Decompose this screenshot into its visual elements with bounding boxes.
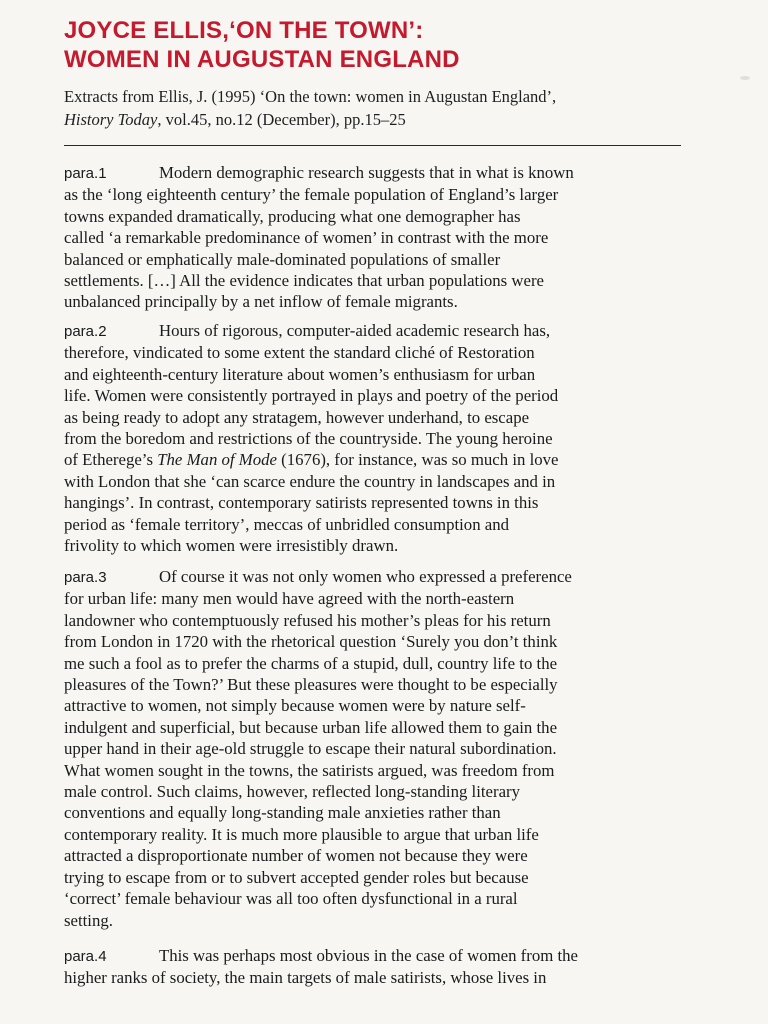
paragraph-line: para.3 Of course it was not only women who expressed a preference: [64, 566, 684, 588]
paragraph-line: contemporary reality. It is much more plausible to argue that urban life: [64, 824, 539, 844]
paragraph-line: from the boredom and restrictions of the countryside. The young heroine: [64, 429, 553, 449]
divider-rule: [64, 145, 681, 146]
article-title: [64, 16, 724, 74]
paragraph-line: period as ‘female territory’, meccas of unbridled consumption and: [64, 514, 510, 534]
paragraph-line: and eighteenth-century literature about women’s enthusiasm for urban: [64, 364, 536, 384]
paragraph-line: attracted a disproportionate number of women not because they were: [64, 846, 528, 866]
title-line-2: WOMEN IN AUGUSTAN ENGLAND: [64, 46, 460, 73]
paragraph-label: para.2: [64, 323, 107, 340]
source-line-1: Extracts from Ellis, J. (1995) ‘On the town: women in Augustan England’,: [64, 87, 557, 106]
paragraph-1: [64, 162, 684, 313]
play-title: The Man of Mode: [157, 450, 277, 470]
paragraph-line: frivolity to which women were irresistibly drawn.: [64, 536, 399, 556]
paragraph-line: for urban life: many men would have agreed with the north-eastern: [64, 589, 515, 609]
paragraph-line: with London that she ‘can scarce endure the country in landscapes and in: [64, 471, 556, 491]
paragraph-line: therefore, vindicated to some extent the standard cliché of Restoration: [64, 343, 535, 363]
paragraph-line: setting.: [64, 910, 113, 930]
paragraph-label: para.4: [64, 948, 107, 965]
paragraph-line: called ‘a remarkable predominance of women’ in contrast with the more: [64, 228, 549, 248]
paragraph-line: landowner who contemptuously refused his mother’s pleas for his return: [64, 610, 551, 630]
journal-name: History Today: [64, 110, 158, 129]
paragraph-line: male control. Such claims, however, reflected long-standing literary: [64, 782, 520, 802]
paragraph-line: indulgent and superficial, but because urban life allowed them to gain the: [64, 717, 558, 737]
paragraph-line: para.2 Hours of rigorous, computer-aided academic research has,: [64, 320, 684, 342]
paper-mark: [740, 76, 750, 80]
paragraph-4: [64, 945, 684, 989]
paragraph-line: para.4 This was perhaps most obvious in the case of women from the: [64, 945, 684, 967]
paragraph-line: upper hand in their age-old struggle to escape their natural subordination.: [64, 739, 557, 759]
source-citation: [64, 85, 704, 131]
paragraph-line: me such a fool as to prefer the charms of a stupid, dull, country life to the: [64, 653, 558, 673]
source-details: , vol.45, no.12 (December), pp.15–25: [157, 110, 406, 129]
paragraph-3: [64, 566, 684, 931]
paragraph-line: pleasures of the Town?’ But these pleasures were thought to be especially: [64, 675, 558, 695]
paragraph-2: [64, 320, 684, 556]
paragraph-line: as being ready to adopt any stratagem, however underhand, to escape: [64, 407, 530, 427]
paragraph-line: as the ‘long eighteenth century’ the female population of England’s larger: [64, 185, 559, 205]
paragraph-line: conventions and equally long-standing male anxieties rather than: [64, 803, 501, 823]
paragraph-label: para.1: [64, 165, 107, 182]
paragraph-line: balanced or emphatically male-dominated populations of smaller: [64, 249, 501, 269]
source-line-2: [64, 108, 704, 131]
paragraph-line: unbalanced principally by a net inflow of female migrants.: [64, 292, 458, 312]
paragraph-line: life. Women were consistently portrayed in plays and poetry of the period: [64, 386, 559, 406]
paragraph-line: hangings’. In contrast, contemporary satirists represented towns in this: [64, 493, 539, 513]
paragraph-line: higher ranks of society, the main targets of male satirists, whose lives in: [64, 968, 547, 988]
paragraph-line: para.1 Modern demographic research suggests that in what is known: [64, 162, 684, 184]
paragraph-line: of Etherege’s The Man of Mode (1676), for instance, was so much in love: [64, 450, 559, 470]
paragraph-line: settlements. […] All the evidence indicates that urban populations were: [64, 271, 544, 291]
paragraph-label: para.3: [64, 569, 107, 586]
paragraph-line: What women sought in the towns, the satirists argued, was freedom from: [64, 760, 555, 780]
paragraph-line: trying to escape from or to subvert accepted gender roles but because: [64, 867, 529, 887]
paragraph-line: attractive to women, not simply because women were by nature self-: [64, 696, 526, 716]
paragraph-line: towns expanded dramatically, producing what one demographer has: [64, 206, 521, 226]
paragraph-line: from London in 1720 with the rhetorical question ‘Surely you don’t think: [64, 632, 558, 652]
title-line-1: JOYCE ELLIS,‘ON THE TOWN’:: [64, 17, 424, 44]
paragraph-line: ‘correct’ female behaviour was all too often dysfunctional in a rural: [64, 889, 518, 909]
